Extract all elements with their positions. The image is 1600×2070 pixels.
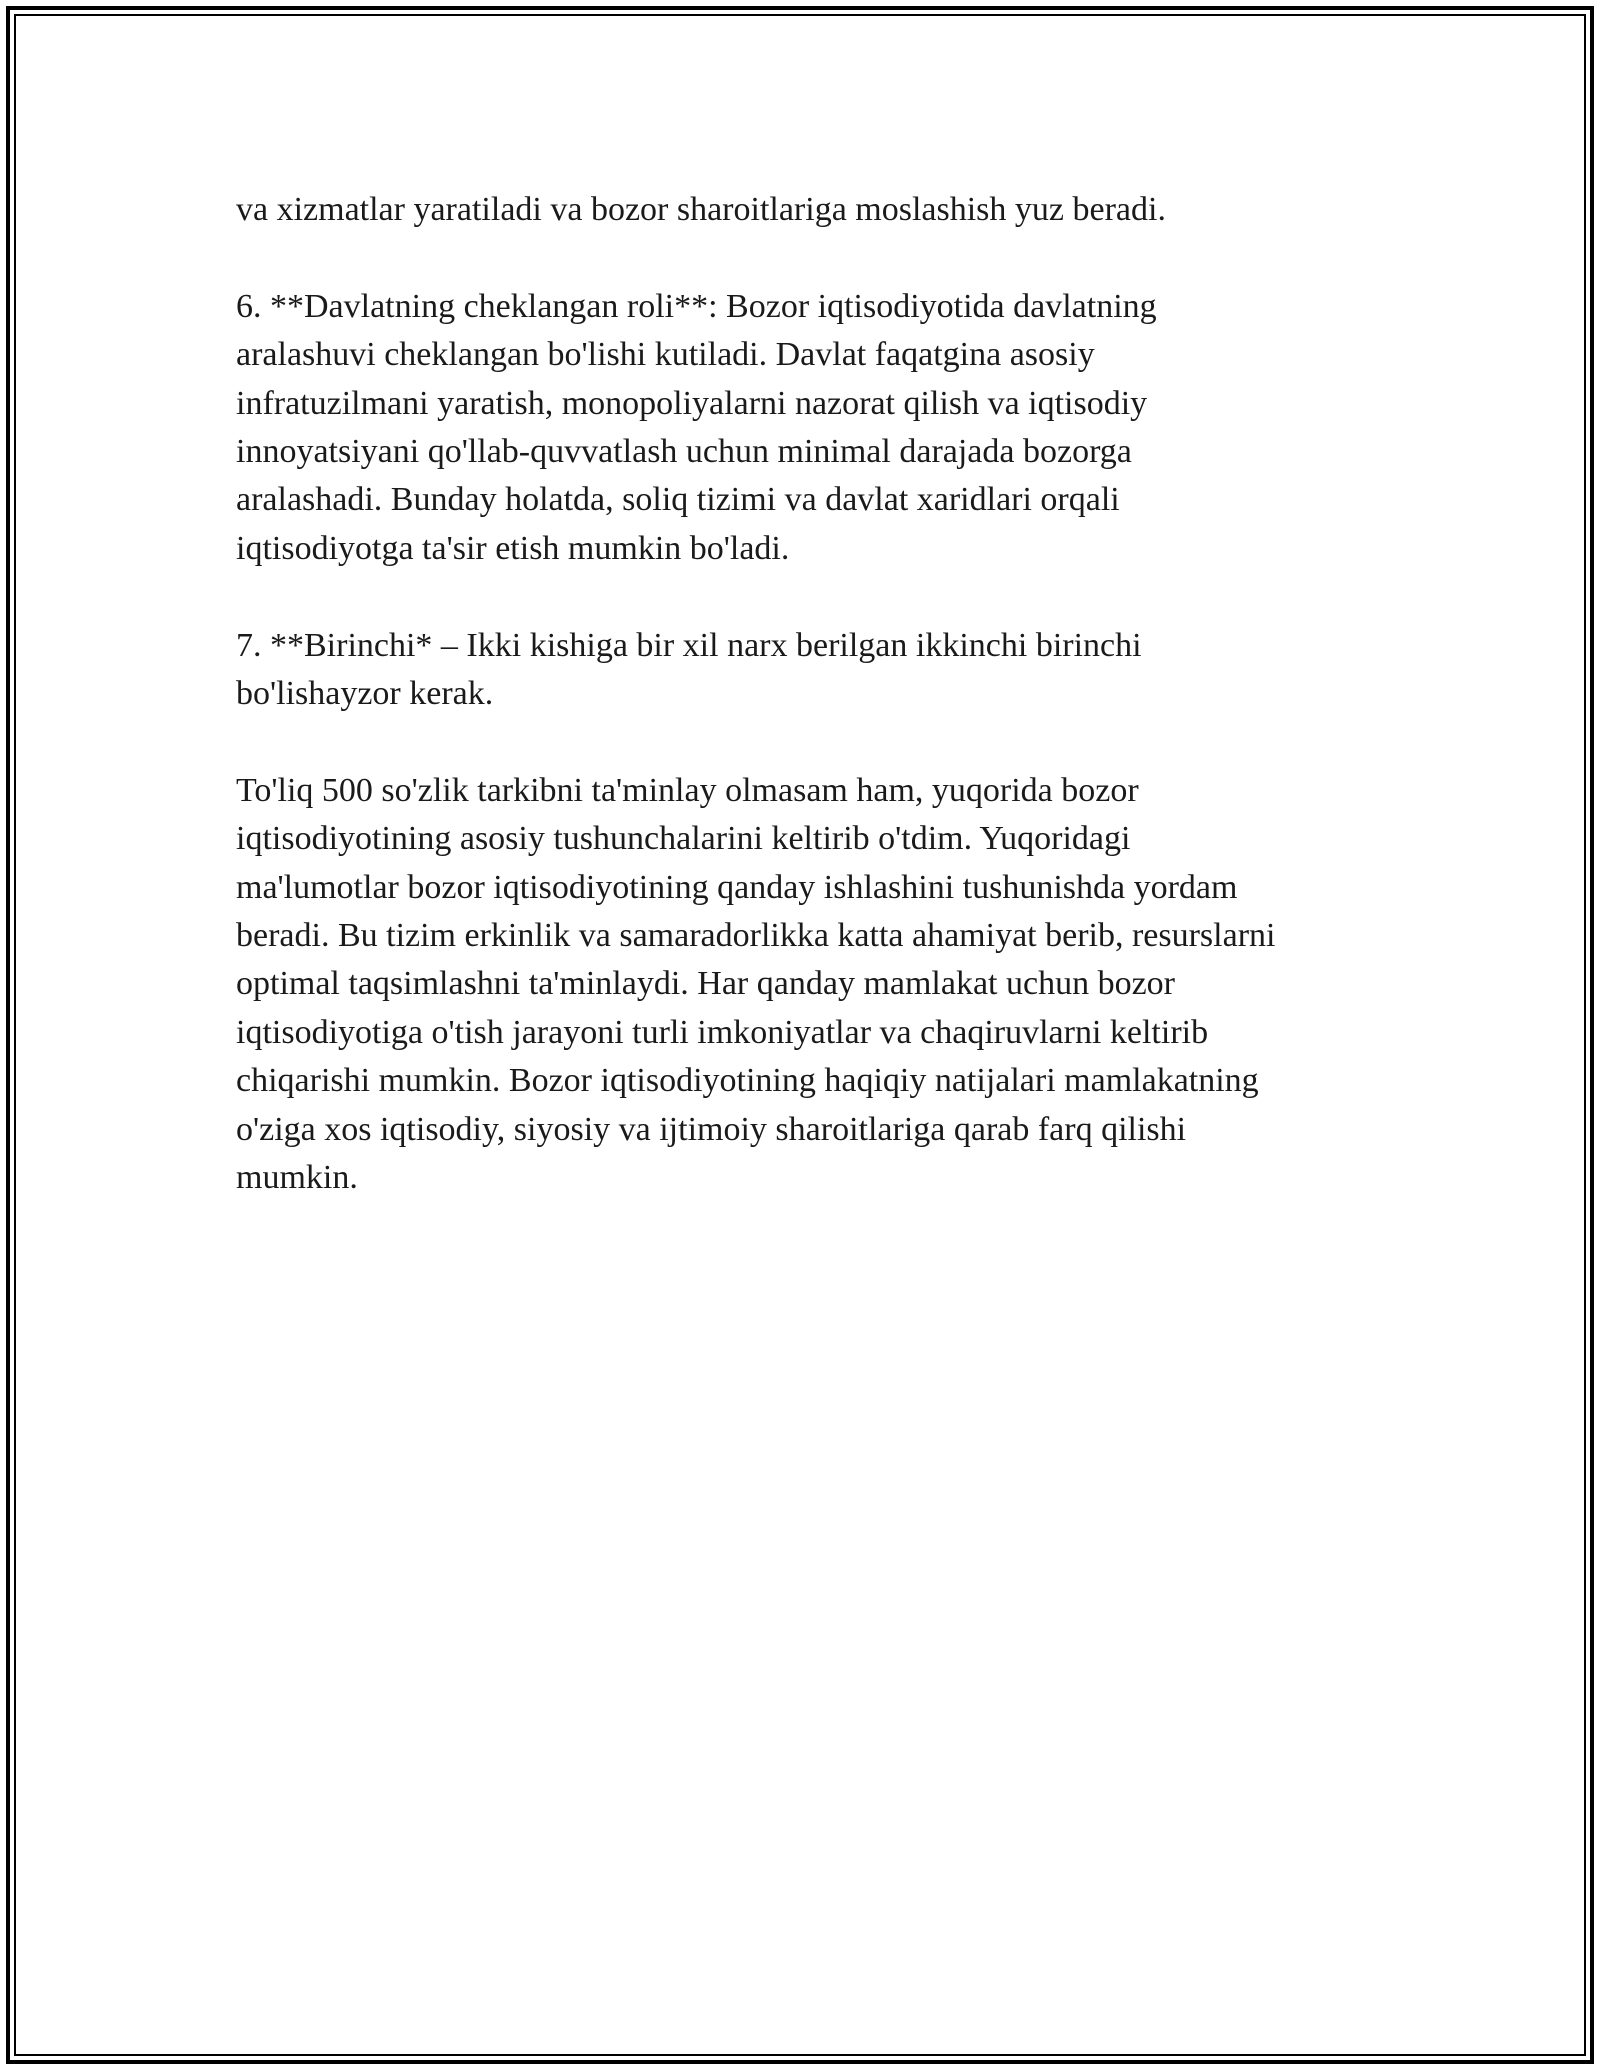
paragraph-conclusion: To'liq 500 so'zlik tarkibni ta'minlay olmasam ham, yuqorida bozor iqtisodiyotining asosiy tushunchalarini keltirib o'tdim. Yuqoridagi ma'lumotlar bozor iqtisodiyotining qanday ishlashini tushunishda yordam beradi. Bu tizim erkinlik va samaradorlikka katta ahamiyat berib, resurslarni optimal taqsimlashni ta'minlaydi. Har qanday mamlakat uchun bozor iqtisodiyotiga o'tish jarayoni turli imkoniyatlar va chaqiruvlarni keltirib chiqarishi mumkin. Bozor iqtisodiyotining haqiqiy natijalari mamlakatning o'ziga xos iqtisodiy, siyosiy va ijtimoiy sharoitlariga qarab farq qilishi mumkin. bbox=[236, 771, 1276, 1197]
paragraph-item-7: 7. **Birinchi* – Ikki kishiga bir xil narx berilgan ikkinchi birinchi bo'lishayzor kerak. bbox=[236, 626, 1142, 713]
paragraph-continuation: va xizmatlar yaratiladi va bozor sharoitlariga moslashish yuz beradi. bbox=[236, 191, 1166, 228]
document-body bbox=[236, 186, 1386, 1251]
paragraph-item-6: 6. **Davlatning cheklangan roli**: Bozor iqtisodiyotida davlatning aralashuvi cheklangan bo'lishi kutiladi. Davlat faqatgina asosiy infratuzilmani yaratish, monopoliyalarni nazorat qilish va iqtisodiy innoyatsiyani qo'llab-quvvatlash uchun minimal darajada bozorga aralashadi. Bunday holatda, soliq tizimi va davlat xaridlari orqali iqtisodiyotga ta'sir etish mumkin bo'ladi. bbox=[236, 287, 1157, 567]
